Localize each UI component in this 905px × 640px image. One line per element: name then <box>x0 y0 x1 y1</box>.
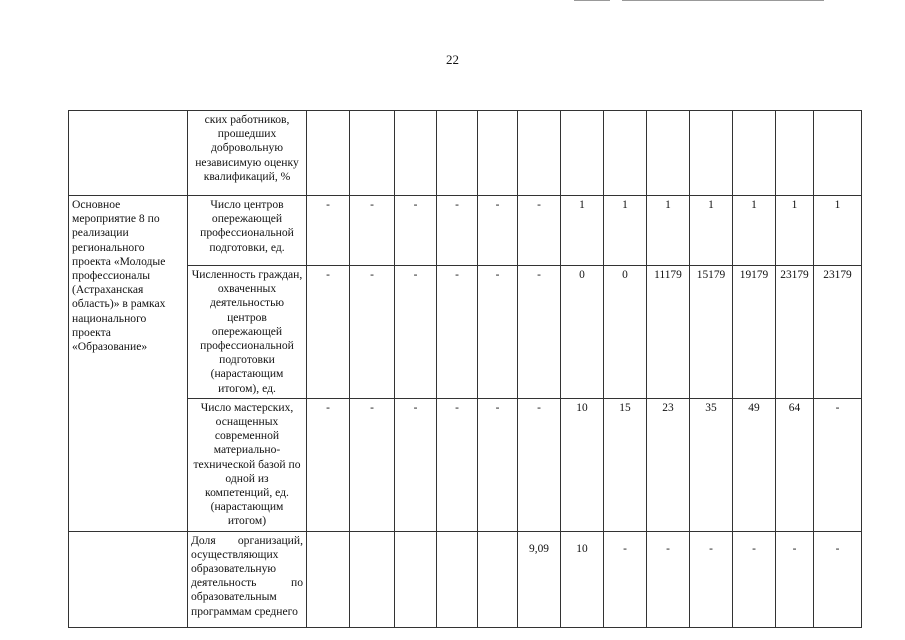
value-cell: - <box>518 266 561 399</box>
value-cell: 64 <box>776 398 814 531</box>
value-cell <box>561 111 604 196</box>
value-cell: 23 <box>647 398 690 531</box>
value-cell: 23179 <box>814 266 862 399</box>
value-cell: - <box>437 266 478 399</box>
value-cell <box>350 111 395 196</box>
indicator-cell: Численность граждан, охваченных деятельностью центров опережающей профессиональной подготовки (нарастающим итогом), ед. <box>188 266 307 399</box>
value-cell: - <box>350 196 395 266</box>
value-cell <box>307 111 350 196</box>
value-cell: 10 <box>561 398 604 531</box>
value-cell <box>395 531 437 627</box>
value-cell: 0 <box>604 266 647 399</box>
value-cell: - <box>395 266 437 399</box>
value-cell: - <box>776 531 814 627</box>
measure-cell: Основное мероприятие 8 по реализации регионального проекта «Молодые профессионалы (Астраханская область)» в рамках национального проекта «Образование» <box>69 196 188 532</box>
page-number: 22 <box>446 52 459 67</box>
value-cell: - <box>350 398 395 531</box>
value-cell: 23179 <box>776 266 814 399</box>
value-cell <box>604 111 647 196</box>
value-cell: 1 <box>647 196 690 266</box>
value-cell: 1 <box>733 196 776 266</box>
value-cell: 1 <box>690 196 733 266</box>
value-cell: - <box>814 531 862 627</box>
table-row <box>69 111 862 196</box>
value-cell <box>478 111 518 196</box>
value-cell <box>307 531 350 627</box>
value-cell: - <box>307 196 350 266</box>
table-row <box>69 266 862 399</box>
value-cell: - <box>814 398 862 531</box>
value-cell: - <box>350 266 395 399</box>
table-row <box>69 398 862 531</box>
table-row <box>69 196 862 266</box>
value-cell <box>350 531 395 627</box>
value-cell <box>437 531 478 627</box>
table-row <box>69 531 862 627</box>
value-cell: - <box>437 398 478 531</box>
value-cell: - <box>478 398 518 531</box>
indicator-cell: Число мастерских, оснащенных современной материально-технической базой по одной из компетенций, ед. (нарастающим итогом) <box>188 398 307 531</box>
value-cell: 15179 <box>690 266 733 399</box>
value-cell: 1 <box>776 196 814 266</box>
value-cell: 19179 <box>733 266 776 399</box>
value-cell <box>437 111 478 196</box>
value-cell <box>733 111 776 196</box>
value-cell: - <box>647 531 690 627</box>
value-cell: 0 <box>561 266 604 399</box>
value-cell: 9,09 <box>518 531 561 627</box>
indicator-cell: Доля организаций, осуществляющих образовательную деятельность по образовательным программам среднего <box>188 531 307 627</box>
value-cell: 1 <box>604 196 647 266</box>
value-cell <box>814 111 862 196</box>
value-cell: - <box>478 196 518 266</box>
value-cell: - <box>518 196 561 266</box>
value-cell: 1 <box>561 196 604 266</box>
indicator-cell: ских работников, прошедших добровольную независимую оценку квалификаций, % <box>188 111 307 196</box>
value-cell: - <box>733 531 776 627</box>
top-scan-line <box>622 0 824 1</box>
top-scan-line <box>574 0 610 1</box>
value-cell: 15 <box>604 398 647 531</box>
value-cell: 10 <box>561 531 604 627</box>
value-cell <box>776 111 814 196</box>
value-cell: 1 <box>814 196 862 266</box>
value-cell: - <box>690 531 733 627</box>
value-cell <box>647 111 690 196</box>
value-cell: 11179 <box>647 266 690 399</box>
value-cell: - <box>604 531 647 627</box>
value-cell: - <box>518 398 561 531</box>
value-cell: 35 <box>690 398 733 531</box>
value-cell: - <box>478 266 518 399</box>
measure-cell-empty <box>69 111 188 196</box>
value-cell: - <box>395 196 437 266</box>
measure-cell-empty <box>69 531 188 627</box>
value-cell: - <box>307 266 350 399</box>
value-cell <box>395 111 437 196</box>
value-cell: - <box>395 398 437 531</box>
value-cell <box>690 111 733 196</box>
value-cell: - <box>307 398 350 531</box>
indicator-cell: Число центров опережающей профессиональной подготовки, ед. <box>188 196 307 266</box>
value-cell: 49 <box>733 398 776 531</box>
value-cell <box>518 111 561 196</box>
value-cell: - <box>437 196 478 266</box>
indicators-table <box>68 110 862 628</box>
value-cell <box>478 531 518 627</box>
